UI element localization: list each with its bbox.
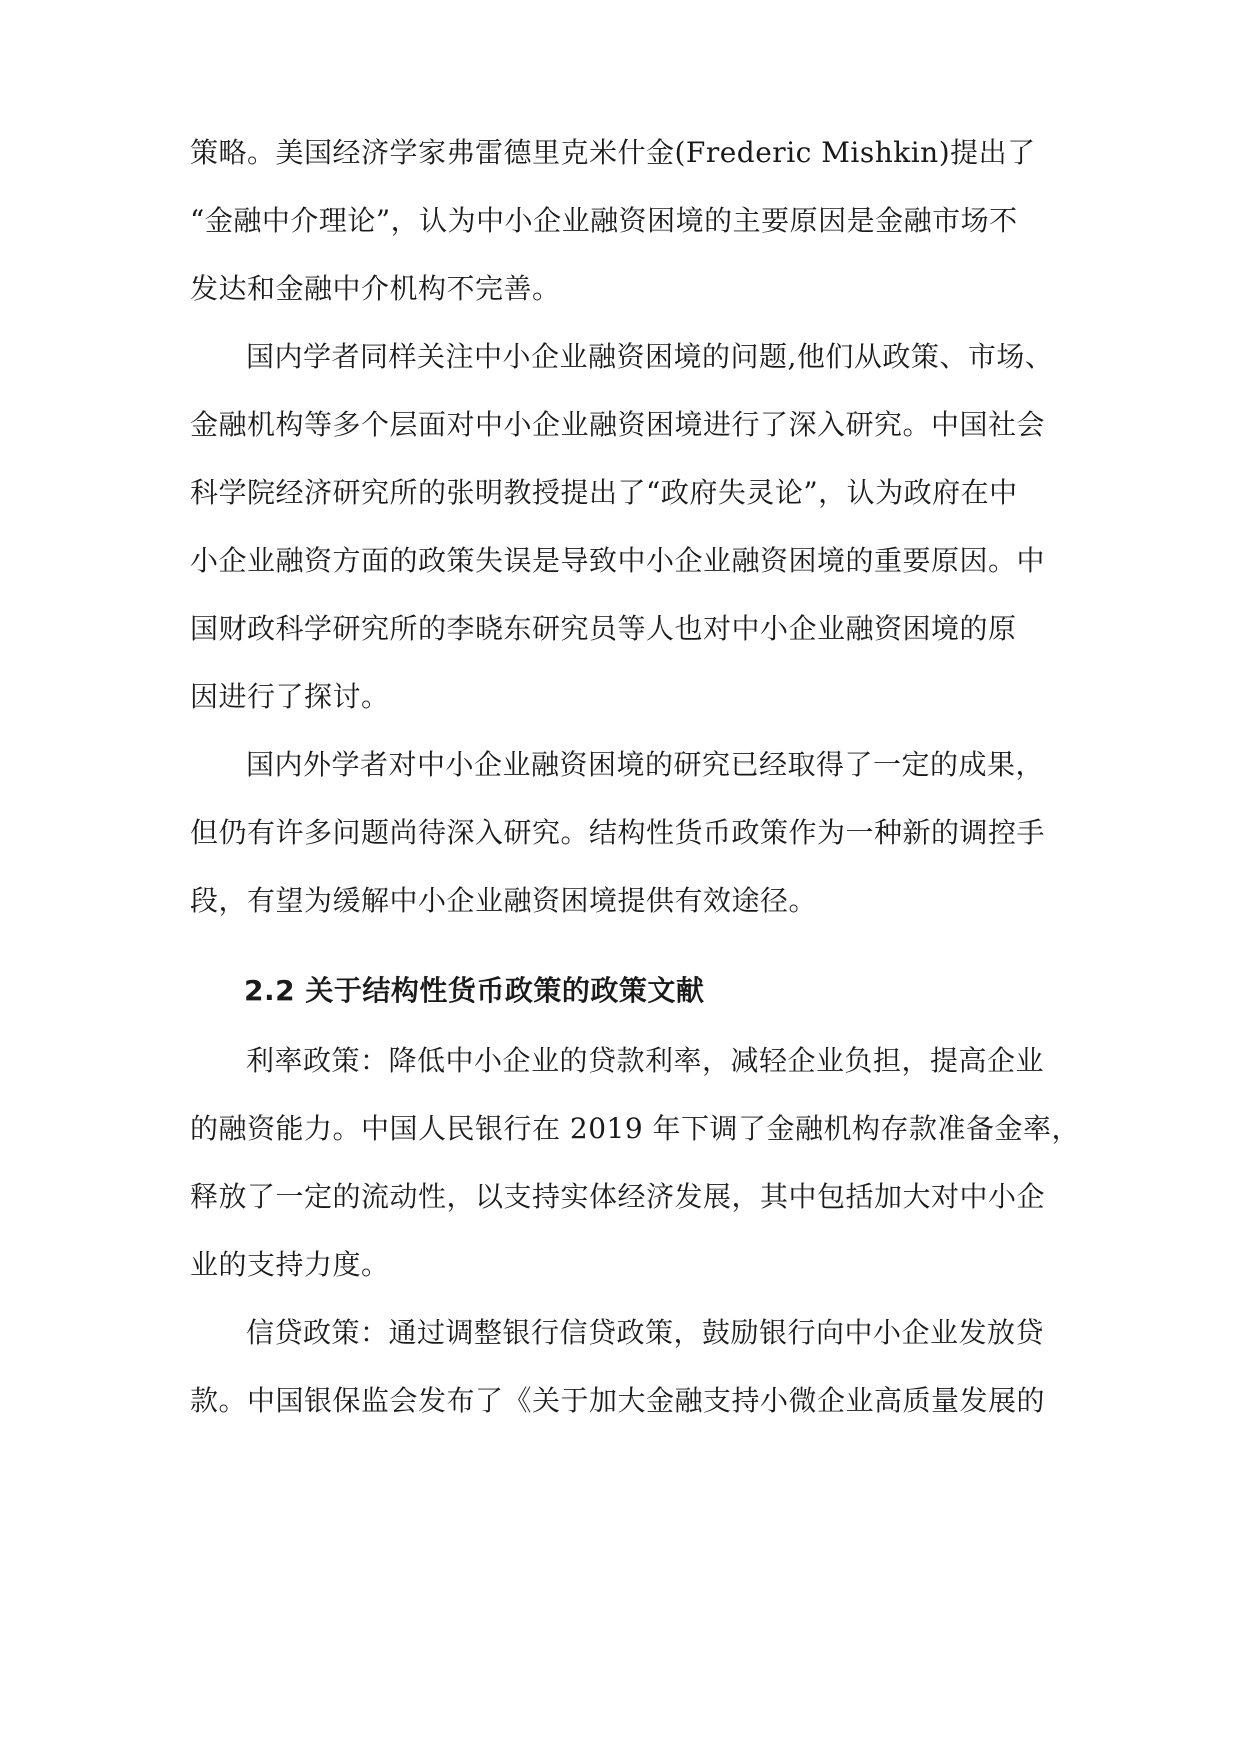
text-line: 信贷政策：通过调整银行信贷政策，鼓励银行向中小企业发放贷 xyxy=(246,1316,1045,1349)
text-line: 但仍有许多问题尚待深入研究。结构性货币政策作为一种新的调控手 xyxy=(190,816,1046,849)
text-line: 段，有望为缓解中小企业融资困境提供有效途径。 xyxy=(190,884,818,917)
text-line: 款。中国银保监会发布了《关于加大金融支持小微企业高质量发展的 xyxy=(190,1384,1046,1417)
text-line: 因进行了探讨。 xyxy=(190,680,390,713)
text-line: 科学院经济研究所的张明教授提出了“政府失灵论”，认为政府在中 xyxy=(190,476,1018,509)
text-line: “金融中介理论”，认为中小企业融资困境的主要原因是金融市场不 xyxy=(190,204,1018,237)
text-line: 业的支持力度。 xyxy=(190,1248,390,1281)
text-line: 的融资能力。中国人民银行在 2019 年下调了金融机构存款准备金率， xyxy=(190,1112,1081,1145)
text-line: 策略。美国经济学家弗雷德里克米什金(Frederic Mishkin)提出了 xyxy=(190,136,1036,169)
text-line: 发达和金融中介机构不完善。 xyxy=(190,272,561,305)
text-line: 释放了一定的流动性，以支持实体经济发展，其中包括加大对中小企 xyxy=(190,1180,1046,1213)
text-line: 国财政科学研究所的李晓东研究员等人也对中小企业融资困境的原 xyxy=(190,612,1017,645)
text-line: 小企业融资方面的政策失误是导致中小企业融资困境的重要原因。中 xyxy=(190,544,1046,577)
section-heading: 2.2 关于结构性货币政策的政策文献 xyxy=(244,974,705,1007)
text-line: 国内学者同样关注中小企业融资困境的问题,他们从政策、市场、 xyxy=(246,340,1054,373)
text-line: 金融机构等多个层面对中小企业融资困境进行了深入研究。中国社会 xyxy=(190,408,1046,441)
text-line: 利率政策：降低中小企业的贷款利率，减轻企业负担，提高企业 xyxy=(246,1044,1045,1077)
text-line: 国内外学者对中小企业融资困境的研究已经取得了一定的成果， xyxy=(246,748,1045,781)
